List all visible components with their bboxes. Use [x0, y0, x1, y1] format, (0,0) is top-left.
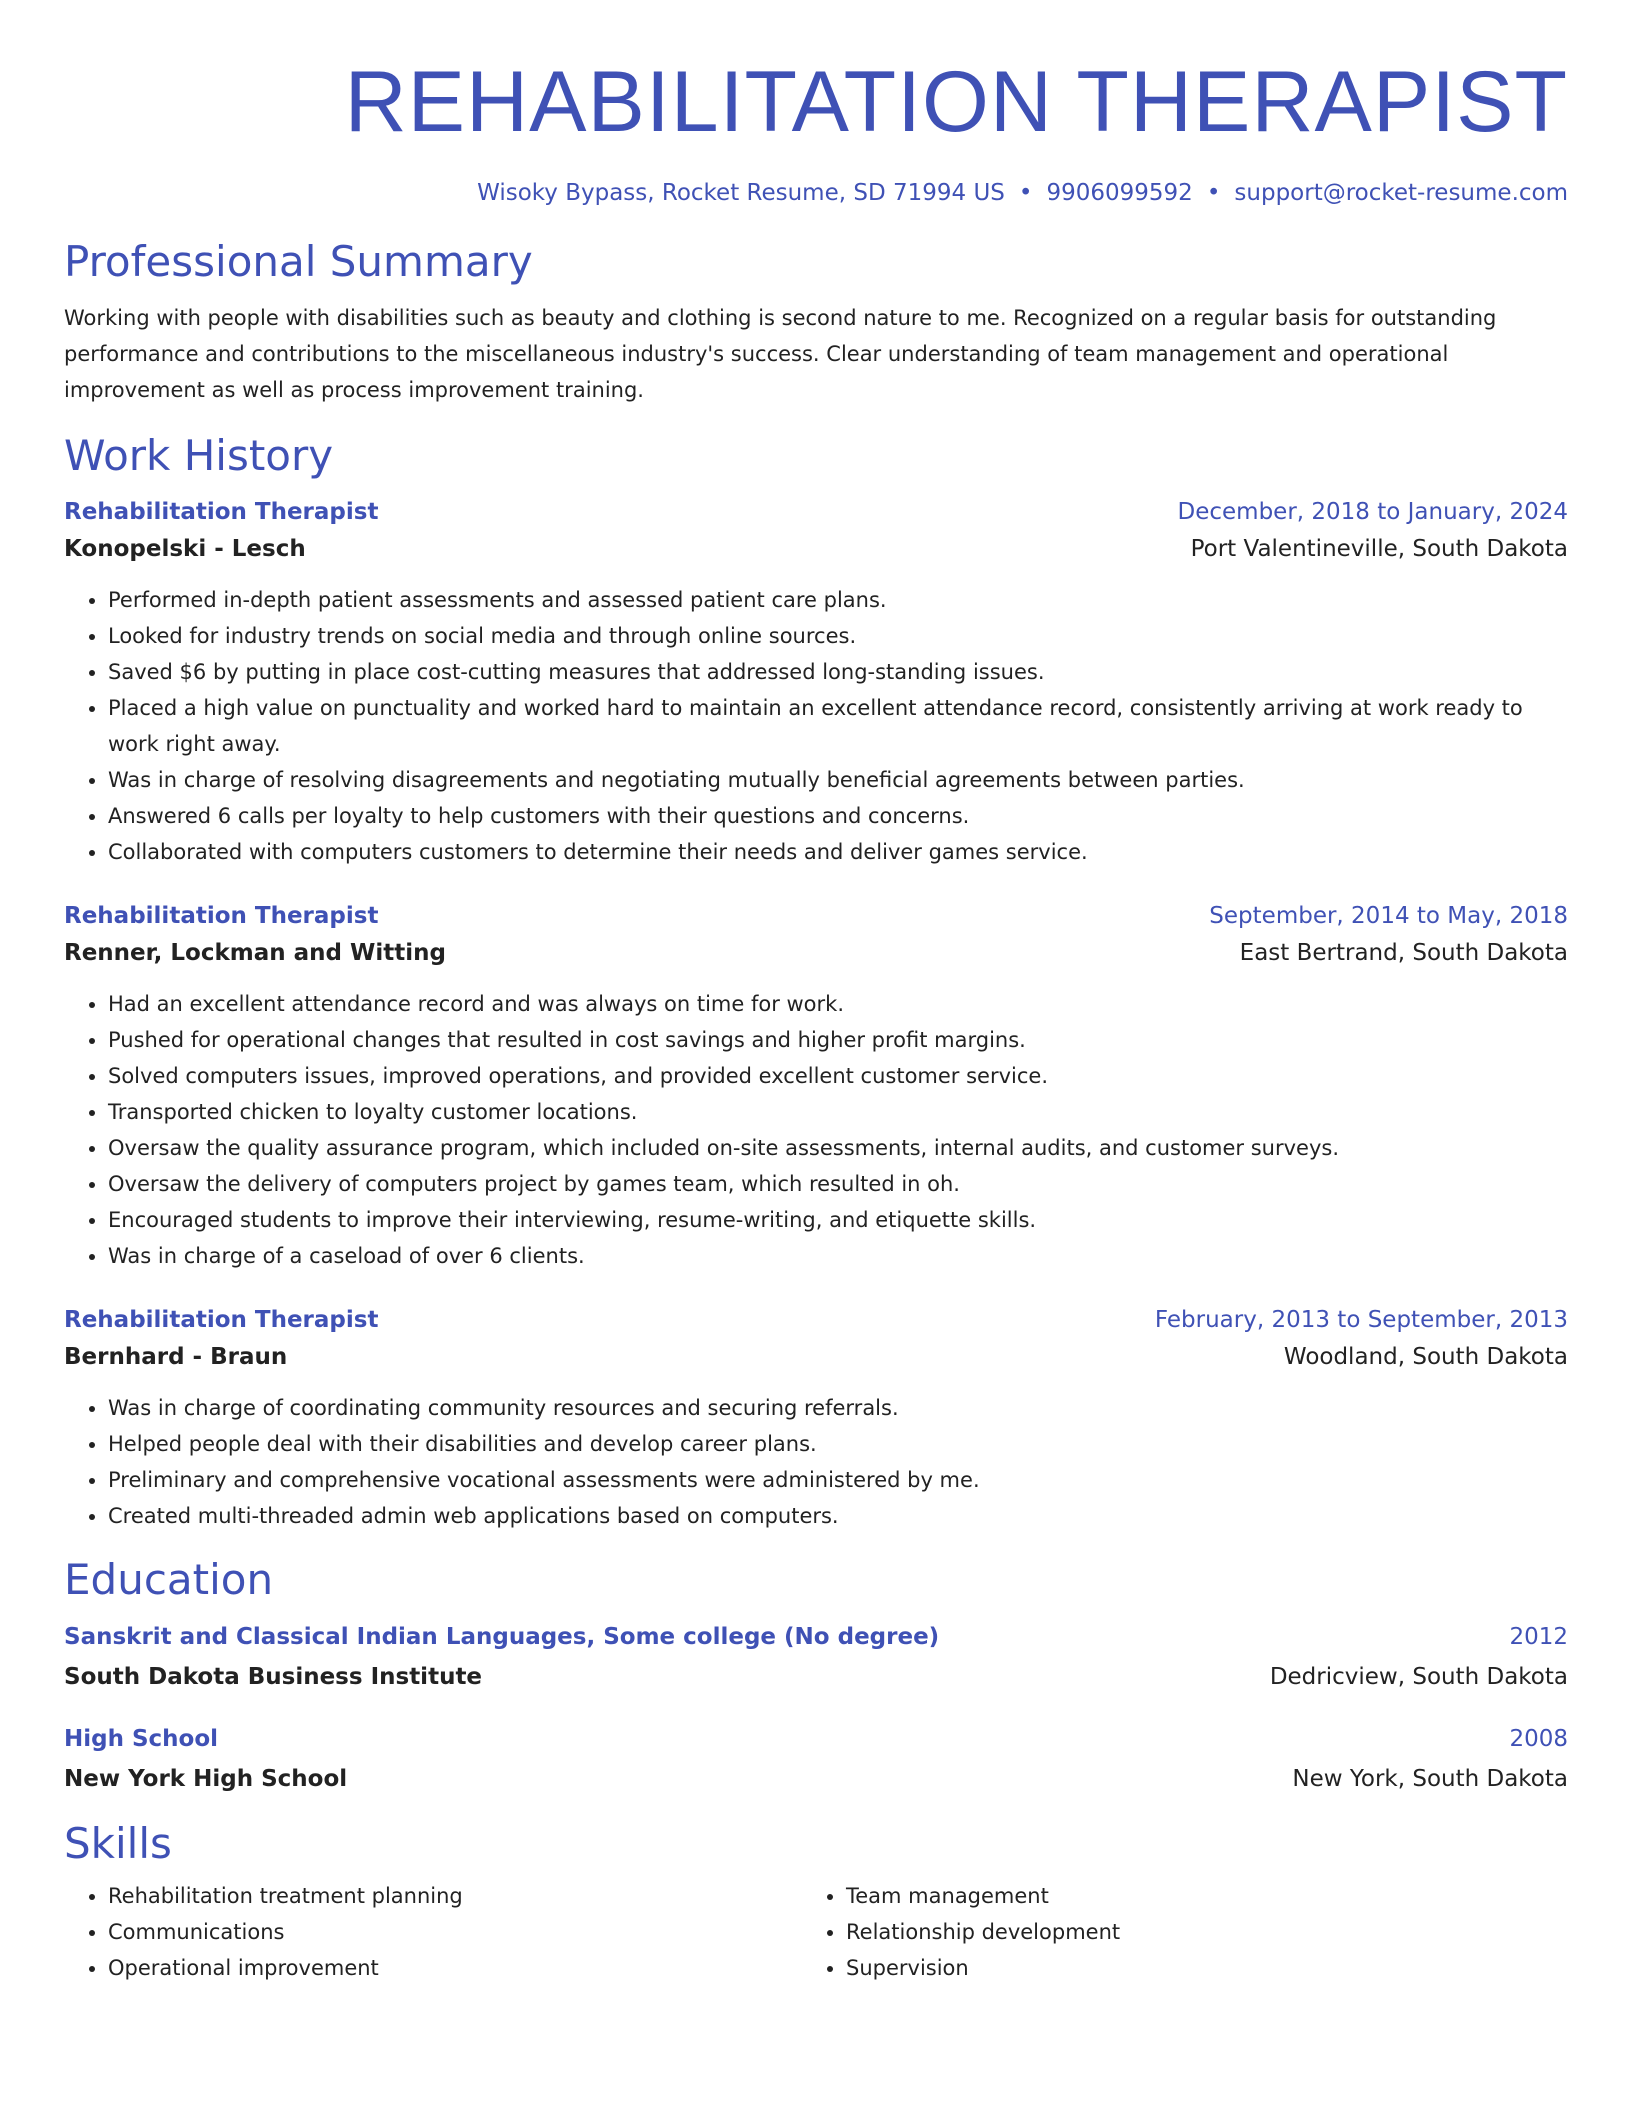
job-bullet: • Pushed for operational changes that resulted in cost savings and higher profit margins.: [108, 1022, 1568, 1058]
job-bullet: • Oversaw the delivery of computers project by games team, which resulted in oh.: [108, 1166, 1568, 1202]
job-company: Bernhard - Braun: [64, 1344, 288, 1370]
section-title-education: Education: [64, 1555, 274, 1604]
job-bullet: • Oversaw the quality assurance program, which included on-site assessments, internal audits, and customer surveys.: [108, 1130, 1568, 1166]
work-history-section: [64, 430, 1568, 1534]
education-year: 2008: [1509, 1726, 1568, 1752]
education-degree: High School: [64, 1726, 219, 1752]
summary-text: Working with people with disabilities such as beauty and clothing is second nature to me. Recognized on a regular basis for outstanding performance and contributions to the miscellaneous industry's success. Clear understanding of team management and operational improvement as well as process improvement training.: [64, 306, 1497, 402]
job-title: Rehabilitation Therapist: [64, 1307, 379, 1333]
skills-list-left: [64, 1878, 802, 1986]
job-dates: December, 2018 to January, 2024: [1177, 499, 1568, 525]
job-location: Port Valentineville, South Dakota: [1190, 536, 1568, 562]
job-bullet: • Placed a high value on punctuality and worked hard to maintain an excellent attendance record, consistently arriving at work ready to work right away.: [108, 690, 1568, 762]
contact-email[interactable]: support@rocket-resume.com: [1234, 180, 1568, 206]
job-bullet-list: [64, 986, 1568, 1274]
skill-item: • Team management: [846, 1878, 1540, 1914]
job-bullet: • Collaborated with computers customers to determine their needs and deliver games service.: [108, 834, 1568, 870]
job-entry: [64, 898, 1568, 1274]
job-bullet: • Answered 6 calls per loyalty to help customers with their questions and concerns.: [108, 798, 1568, 834]
job-bullet: • Was in charge of a caseload of over 6 clients.: [108, 1238, 1568, 1274]
contact-separator: •: [1206, 180, 1221, 206]
job-bullet: • Was in charge of coordinating community resources and securing referrals.: [108, 1390, 1568, 1426]
job-bullet: • Solved computers issues, improved operations, and provided excellent customer service.: [108, 1058, 1568, 1094]
skill-item: • Supervision: [846, 1950, 1540, 1986]
job-bullet: • Had an excellent attendance record and was always on time for work.: [108, 986, 1568, 1022]
job-bullet: • Preliminary and comprehensive vocational assessments were administered by me.: [108, 1462, 1568, 1498]
education-school: New York High School: [64, 1766, 348, 1792]
job-bullet-list: [64, 582, 1568, 870]
education-location: Dedricview, South Dakota: [1269, 1664, 1568, 1690]
job-company: Renner, Lockman and Witting: [64, 940, 446, 966]
job-bullet-list: [64, 1390, 1568, 1534]
job-location: Woodland, South Dakota: [1283, 1344, 1568, 1370]
job-bullet: • Performed in-depth patient assessments and assessed patient care plans.: [108, 582, 1568, 618]
education-year: 2012: [1509, 1624, 1568, 1650]
job-title: Rehabilitation Therapist: [64, 903, 379, 929]
contact-line: [64, 178, 1568, 208]
job-dates: February, 2013 to September, 2013: [1154, 1307, 1568, 1333]
section-title-summary: Professional Summary: [64, 237, 533, 286]
job-dates: September, 2014 to May, 2018: [1209, 903, 1568, 929]
education-location: New York, South Dakota: [1292, 1766, 1568, 1792]
contact-address: Wisoky Bypass, Rocket Resume, SD 71994 US: [477, 180, 1005, 206]
education-school: South Dakota Business Institute: [64, 1664, 483, 1690]
job-bullet: • Encouraged students to improve their interviewing, resume-writing, and etiquette skills.: [108, 1202, 1568, 1238]
job-title: Rehabilitation Therapist: [64, 499, 379, 525]
resume-header: [64, 0, 1568, 208]
education-entry: [64, 1618, 1568, 1698]
education-entry: [64, 1720, 1568, 1800]
job-location: East Bertrand, South Dakota: [1239, 940, 1568, 966]
skills-columns: [64, 1878, 1568, 1986]
job-entry: [64, 1302, 1568, 1534]
skill-item: • Operational improvement: [108, 1950, 802, 1986]
section-title-work-history: Work History: [64, 431, 334, 480]
skill-item: • Communications: [108, 1914, 802, 1950]
skill-item: • Relationship development: [846, 1914, 1540, 1950]
job-bullet: • Was in charge of resolving disagreements and negotiating mutually beneficial agreements between parties.: [108, 762, 1568, 798]
job-bullet: • Looked for industry trends on social media and through online sources.: [108, 618, 1568, 654]
candidate-title: REHABILITATION THERAPIST: [344, 54, 1568, 150]
job-bullet: • Created multi-threaded admin web applications based on computers.: [108, 1498, 1568, 1534]
skills-list-right: [802, 1878, 1540, 1986]
job-bullet: • Saved $6 by putting in place cost-cutting measures that addressed long-standing issues.: [108, 654, 1568, 690]
skills-section: [64, 1818, 1568, 1986]
job-bullet: • Transported chicken to loyalty customer locations.: [108, 1094, 1568, 1130]
job-company: Konopelski - Lesch: [64, 536, 306, 562]
skill-item: • Rehabilitation treatment planning: [108, 1878, 802, 1914]
contact-separator: •: [1018, 180, 1033, 206]
job-bullet: • Helped people deal with their disabilities and develop career plans.: [108, 1426, 1568, 1462]
contact-phone: 9906099592: [1046, 180, 1193, 206]
professional-summary-section: [64, 236, 1568, 408]
section-title-skills: Skills: [64, 1819, 172, 1868]
education-degree: Sanskrit and Classical Indian Languages, Some college (No degree): [64, 1624, 940, 1650]
job-entry: [64, 494, 1568, 870]
education-section: [64, 1554, 1568, 1800]
